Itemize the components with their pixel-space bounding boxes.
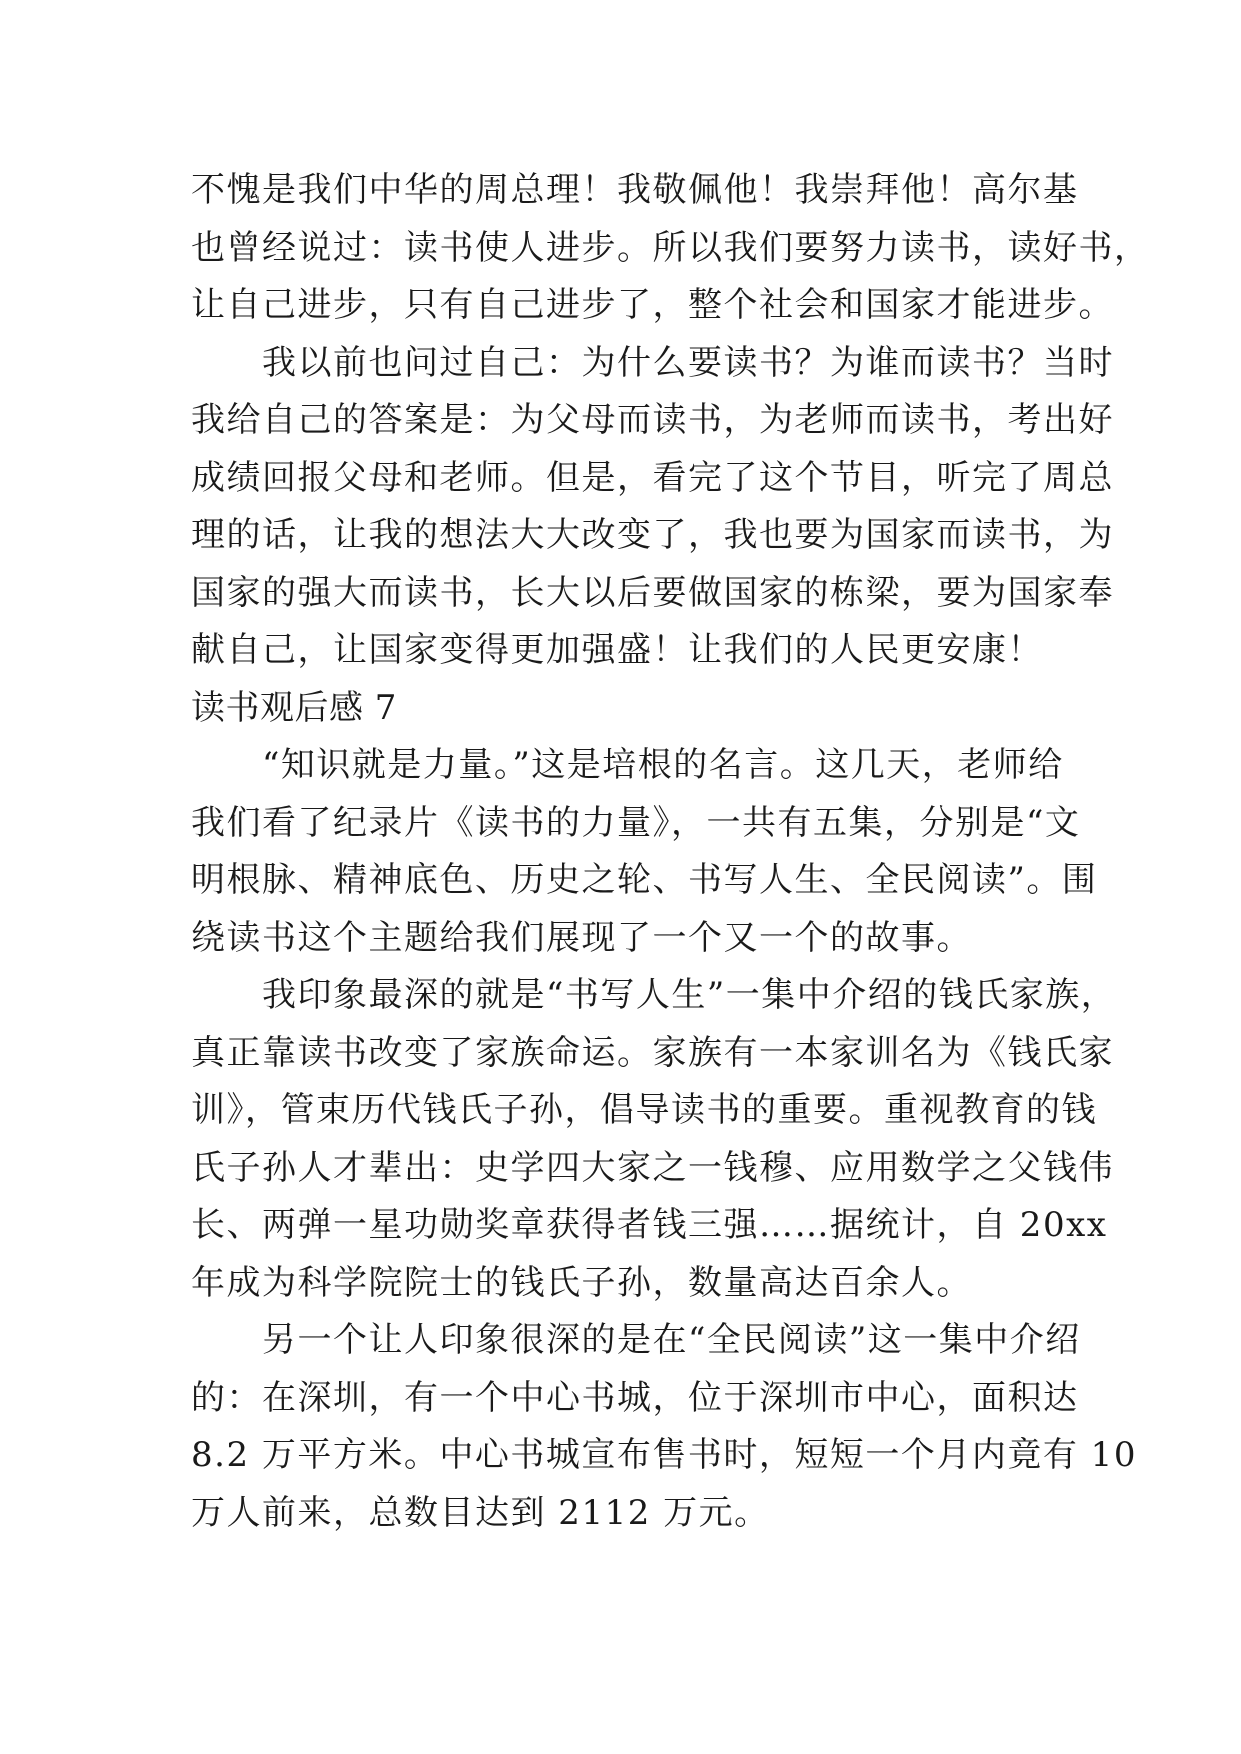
- text-line: 绕读书这个主题给我们展现了一个又一个的故事。: [191, 917, 972, 958]
- text-line: 也曾经说过：读书使人进步。所以我们要努力读书，读好书，: [191, 227, 1150, 268]
- text-line: 献自己，让国家变得更加强盛！让我们的人民更安康！: [191, 630, 1043, 670]
- document-body: [191, 162, 1150, 1542]
- text-line: 让自己进步，只有自己进步了，整个社会和国家才能进步。: [191, 285, 1114, 325]
- text-line: 我印象最深的就是“书写人生”一集中介绍的钱氏家族，: [191, 975, 1117, 1015]
- text-line: 理的话，让我的想法大大改变了，我也要为国家而读书，为: [191, 515, 1114, 555]
- text-line: 训》，管束历代钱氏子孙，倡导读书的重要。重视教育的钱: [191, 1090, 1097, 1130]
- text-line: “知识就是力量。”这是培根的名言。这几天，老师给: [191, 745, 1064, 785]
- text-line: 8.2 万平方米。中心书城宣布售书时，短短一个月内竟有 10: [191, 1435, 1137, 1475]
- text-line: 氏子孙人才辈出：史学四大家之一钱穆、应用数学之父钱伟: [191, 1147, 1114, 1188]
- text-line: 国家的强大而读书，长大以后要做国家的栋梁，要为国家奉: [191, 572, 1114, 613]
- text-line: 我以前也问过自己：为什么要读书？为谁而读书？当时: [191, 342, 1114, 383]
- text-line: 另一个让人印象很深的是在“全民阅读”这一集中介绍: [191, 1320, 1081, 1360]
- text-line: 明根脉、精神底色、历史之轮、书写人生、全民阅读”。围: [191, 860, 1098, 900]
- text-line: 万人前来，总数目达到 2112 万元。: [191, 1492, 770, 1533]
- text-line: 长、两弹一星功勋奖章获得者钱三强……据统计，自 20xx: [191, 1205, 1108, 1245]
- text-line: 真正靠读书改变了家族命运。家族有一本家训名为《钱氏家: [191, 1032, 1114, 1073]
- text-line: 的：在深圳，有一个中心书城，位于深圳市中心，面积达: [191, 1377, 1079, 1418]
- text-line: 我给自己的答案是：为父母而读书，为老师而读书，考出好: [191, 400, 1114, 440]
- text-line: 年成为科学院院士的钱氏子孙，数量高达百余人。: [191, 1262, 972, 1303]
- text-line: 成绩回报父母和老师。但是，看完了这个节目，听完了周总: [191, 457, 1114, 498]
- text-line: 不愧是我们中华的周总理！我敬佩他！我崇拜他！高尔基: [191, 170, 1079, 210]
- section-title: 读书观后感 7: [191, 687, 397, 728]
- text-line: 我们看了纪录片《读书的力量》，一共有五集，分别是“文: [191, 802, 1081, 843]
